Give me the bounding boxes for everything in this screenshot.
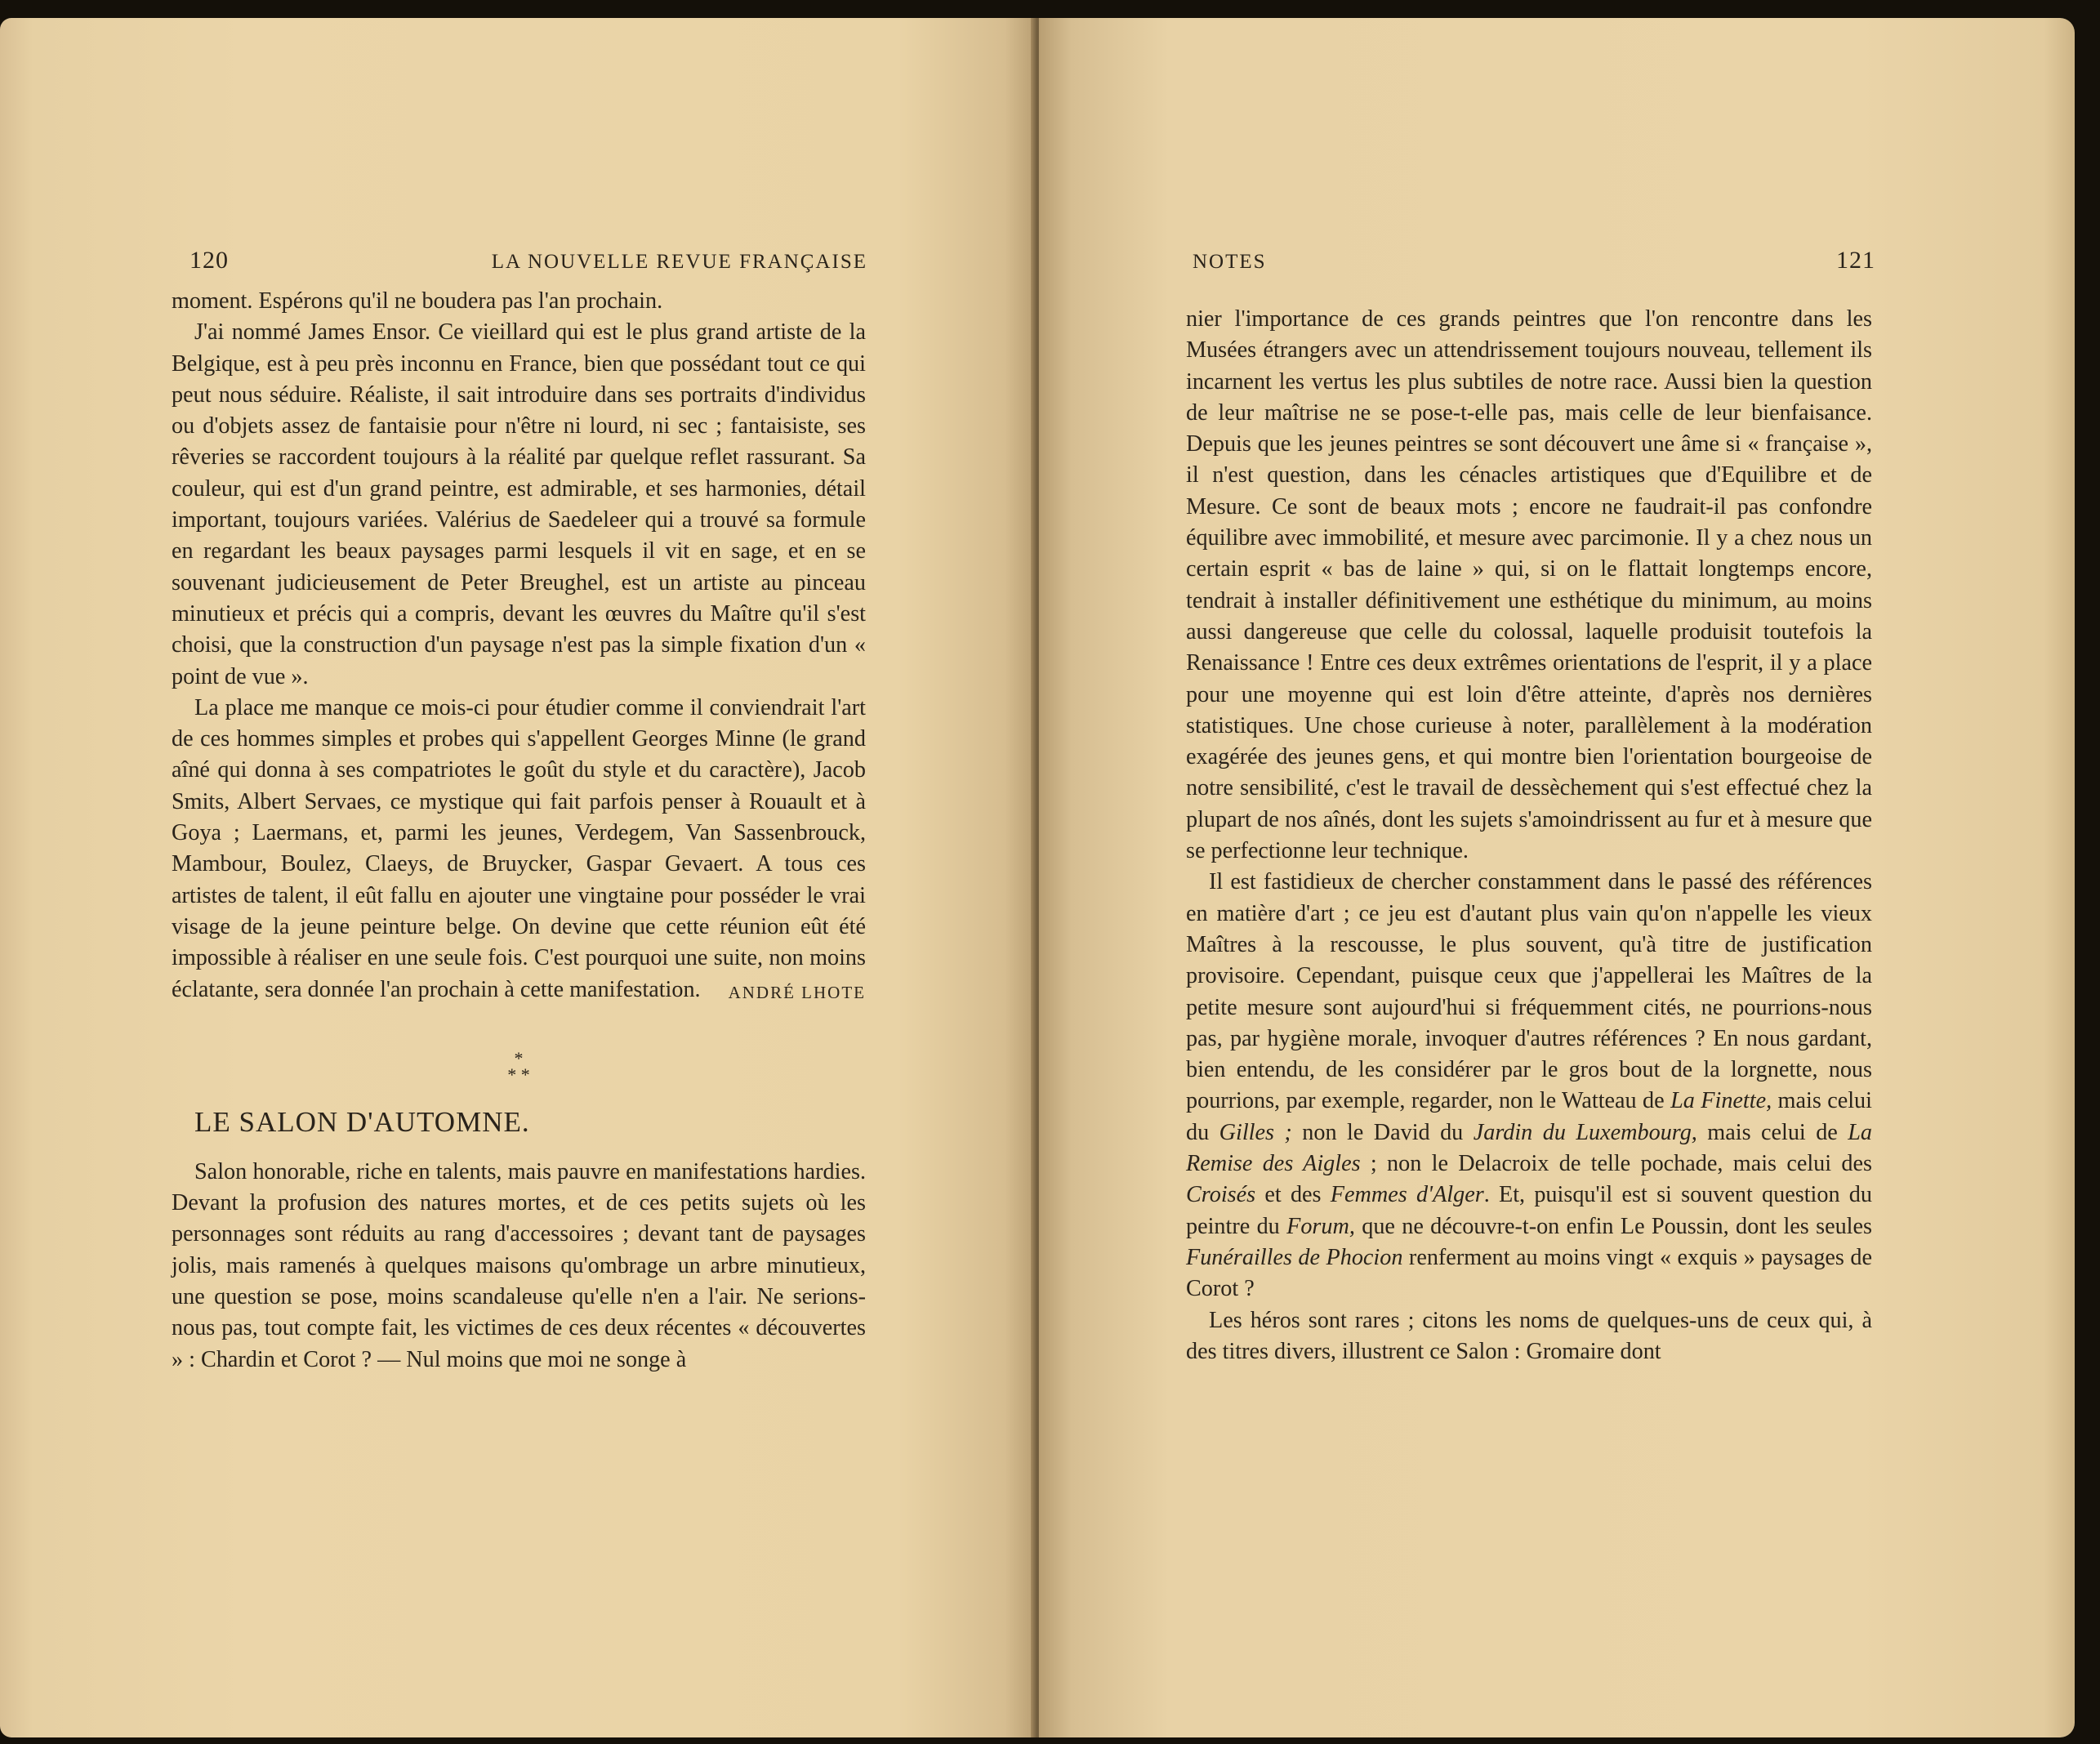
paragraph bbox=[1186, 867, 1872, 1305]
text-run: mais celui de bbox=[1696, 1119, 1848, 1145]
artwork-title: La Finette, bbox=[1670, 1088, 1772, 1114]
paragraph: J'ai nommé James Ensor. Ce vieillard qui est le plus grand artiste de la Belgique, est à peu près inconnu en France, bien que possédant tout ce qui peut nous séduire. Réaliste, il sait introduire dans ses portraits d'individus ou d'objets assez de fantaisie pour n'être ni lourd, ni sec ; fantaisiste, ses rêveries se raccordent toujours à la réalité par quelque reflet rassurant. Sa couleur, qui est d'un grand peintre, est admirable, et ses harmonies, détail important, toujours variées. Valérius de Saedeleer qui a trouvé sa formule en regardant les beaux paysages parmi lesquels il vit en sage, et en se souvenant judicieusement de Peter Breughel, est un artiste au pinceau minutieux et précis qui a compris, devant les œuvres du Maître qu'il s'est choisi, que la construction d'un paysage n'est pas la simple fixation d'un « point de vue ». bbox=[172, 319, 866, 689]
artwork-title: Croisés bbox=[1186, 1182, 1256, 1208]
artwork-title: Jardin du Luxembourg, bbox=[1473, 1119, 1697, 1145]
text-run: ; non le Delacroix de telle pochade, mais celui des bbox=[1360, 1151, 1872, 1177]
separator-star-top: * bbox=[514, 1047, 524, 1068]
artwork-title: La Remise des Aigles bbox=[1186, 1119, 1873, 1177]
right-page-header bbox=[1193, 247, 1875, 279]
running-head: LA NOUVELLE REVUE FRANÇAISE bbox=[491, 251, 867, 273]
text-run: non le David du bbox=[1291, 1119, 1474, 1145]
text-run: mais celui du bbox=[1186, 1088, 1872, 1145]
section-separator bbox=[172, 1047, 866, 1091]
artwork-title: Forum, bbox=[1286, 1213, 1355, 1239]
paragraph: Les héros sont rares ; citons les noms de quelques-uns de ceux qui, à des titres divers, illustrent ce Salon : Gromaire dont bbox=[1186, 1307, 1872, 1364]
right-page bbox=[1039, 18, 2075, 1737]
section-title: LE SALON D'AUTOMNE. bbox=[194, 1105, 530, 1138]
separator-stars-bottom: * * bbox=[507, 1064, 530, 1085]
paragraph: La place me manque ce mois-ci pour étudier comme il conviendrait l'art de ces hommes simples et probes qui s'appellent Georges Minne (le grand aîné qui donna à ses compatriotes le goût du style et du caractère), Jacob Smits, Albert Servaes, ce mystique qui fait parfois penser à Rouault et à Goya ; Laermans, et, parmi les jeunes, Verdegem, Van Sassenbrouck, Mambour, Boulez, Claeys, de Bruycker, Gaspar Gevaert. A tous ces artistes de talent, il eût fallu en ajouter une vingtaine pour posséder le vrai visage de la jeune peinture belge. On devine que cette réunion eût été impossible à réaliser en une seule fois. C'est pourquoi une suite, non moins éclatante, sera donnée l'an prochain à cette manifestation. bbox=[172, 694, 866, 1002]
author-signature: ANDRÉ LHOTE bbox=[728, 982, 866, 1002]
artwork-title: Funérailles de Phocion bbox=[1186, 1244, 1403, 1270]
text-run: que ne découvre-t-on enfin Le Poussin, dont les seules bbox=[1354, 1213, 1872, 1239]
paragraph: moment. Espérons qu'il ne boudera pas l'an prochain. bbox=[172, 288, 663, 314]
running-head: NOTES bbox=[1193, 251, 1267, 273]
text-run: Il est fastidieux de chercher constamment dans le passé des références en matière d'art ; ce jeu est d'autant plus vain qu'on n'appelle les vieux Maîtres à la rescousse, le plus souvent, qu'à titre de justification provisoire. Cependant, puisque ceux que j'appellerai les Maîtres de la petite mesure sont aujourd'hui si fréquemment cités, ne pourrions-nous pas, par hygiène morale, invoquer d'autres références ? En nous gardant, bien entendu, de les considérer par le gros bout de la lorgnette, nous pourrions, par exemple, regarder, non le Watteau de bbox=[1186, 869, 1872, 1114]
text-run: renferment au moins vingt « exquis » paysages de Corot ? bbox=[1186, 1244, 1872, 1302]
page-number: 120 bbox=[189, 247, 229, 274]
text-run: et des bbox=[1255, 1182, 1331, 1208]
left-page-header bbox=[189, 247, 867, 279]
left-page-body bbox=[172, 286, 866, 1376]
paragraph: Salon honorable, riche en talents, mais pauvre en manifestations hardies. Devant la profusion des natures mortes, et de ces petits sujets où les personnages sont réduits au rang d'accessoires ; devant tant de paysages jolis, mais ramenés à quelques maisons qu'ombrage un arbre minutieux, une question se pose, moins scandaleuse qu'elle n'en a l'air. Ne serions-nous pas, tout compte fait, les victimes de ces deux récentes « découvertes » : Chardin et Corot ? — Nul moins que moi ne songe à bbox=[172, 1158, 866, 1372]
artwork-title: Gilles ; bbox=[1219, 1119, 1292, 1145]
page-number: 121 bbox=[1836, 247, 1875, 274]
text-run: . Et, puisqu'il est si souvent question du peintre du bbox=[1186, 1182, 1872, 1239]
right-page-body bbox=[1186, 304, 1872, 1367]
artwork-title: Femmes d'Alger bbox=[1330, 1182, 1484, 1208]
left-page bbox=[0, 18, 1036, 1737]
paragraph: nier l'importance de ces grands peintres que l'on rencontre dans les Musées étrangers avec un attendrissement toujours nouveau, tellement ils incarnent les vertus les plus subtiles de notre race. Aussi bien la question de leur maîtrise ne se pose-t-elle pas, mais celle de leur bienfaisance. Depuis que les jeunes peintres se sont découvert une âme si « française », il n'est question, dans les cénacles artistiques que d'Equilibre et de Mesure. Ce sont de beaux mots ; encore ne faudrait-il pas confondre équilibre avec immobilité, et mesure avec parcimonie. Il y a chez nous un certain esprit « bas de laine » qui, si on le flattait longtemps encore, tendrait à installer définitivement une esthétique du minimum, au moins aussi dangereuse que celle du colossal, laquelle produisit toutefois la Renaissance ! Entre ces deux extrêmes orientations de l'esprit, il y a place pour une moyenne qui est loin d'être atteinte, d'après nos dernières statistiques. Une chose curieuse à noter, parallèlement à la modération exagérée des jeunes gens, et qui montre bien l'orientation bourgeoise de notre sensibilité, c'est le travail de dessèchement qui s'est effectué chez la plupart de nos aînés, dont les sujets s'amoindrissent au fur et à mesure que se perfectionne leur technique. bbox=[1186, 306, 1872, 864]
